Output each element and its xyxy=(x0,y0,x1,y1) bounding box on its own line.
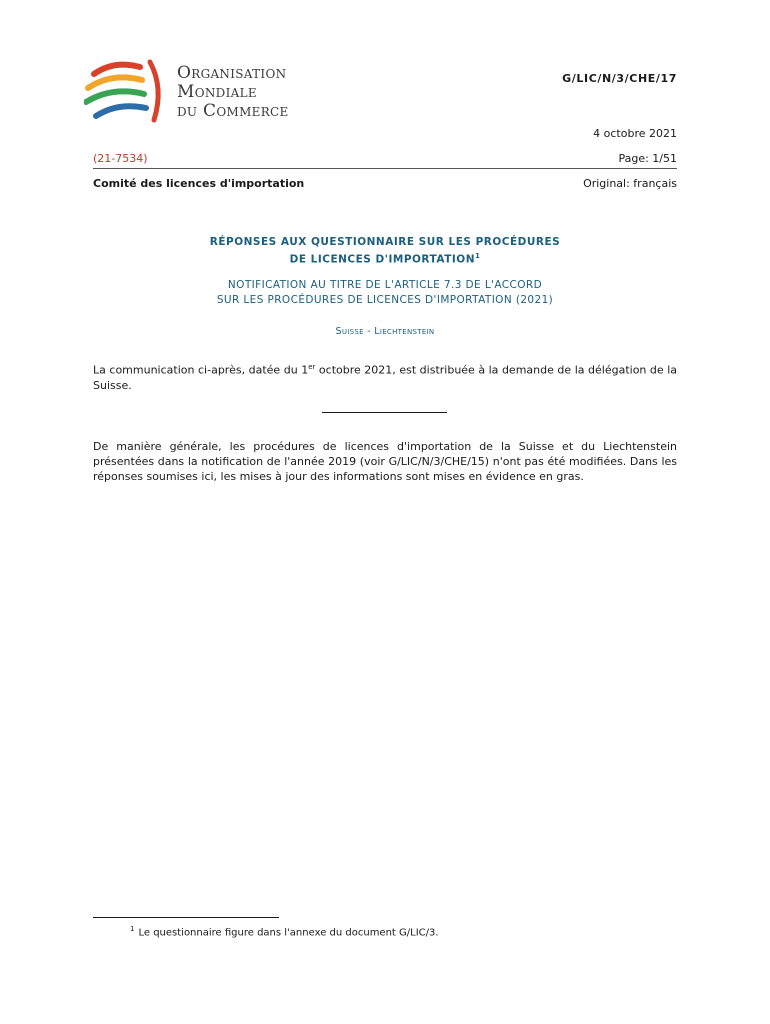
body-paragraph: De manière générale, les procédures de licences d'importation de la Suisse et du Liechtenstein présentées dans la notification de l'année 2019 (voir G/LIC/N/3/CHE/15) n'ont pas été modifiées. Dans les réponses soumises ici, les mises à jour des informations sont mises en évidence en gras. xyxy=(93,440,677,483)
original-language: Original: français xyxy=(583,177,677,190)
countries-heading: Suisse - Liechtenstein xyxy=(335,326,435,337)
ordinal-suffix: er xyxy=(308,363,316,371)
intro-text-after: octobre 2021, est distribuée à la demande de la délégation de la Suisse. xyxy=(93,363,677,392)
document-title xyxy=(93,235,677,267)
page-indicator: Page: 1/51 xyxy=(618,152,677,165)
footnote xyxy=(130,925,439,938)
org-line-2: Mondiale xyxy=(177,82,257,102)
subtitle-line-1: NOTIFICATION AU TITRE DE L'ARTICLE 7.3 DE L'ACCORD xyxy=(227,279,543,291)
org-line-3: du Commerce xyxy=(177,101,289,121)
document-date: 4 octobre 2021 xyxy=(593,127,677,140)
footnote-text: Le questionnaire figure dans l'annexe du document G/LIC/3. xyxy=(138,927,439,939)
section-separator xyxy=(322,412,447,413)
subtitle-line-2: SUR LES PROCÉDURES DE LICENCES D'IMPORTATION (2021) xyxy=(216,294,554,306)
footnote-number: 1 xyxy=(130,925,135,933)
header-divider xyxy=(93,168,677,169)
title-line-2 xyxy=(93,249,677,267)
document-subtitle xyxy=(93,278,677,308)
wto-logo-icon xyxy=(84,58,172,128)
title-line-1: RÉPONSES AUX QUESTIONNAIRE SUR LES PROCÉDURES xyxy=(209,236,561,248)
title-line-2-text: DE LICENCES D'IMPORTATION xyxy=(289,253,475,266)
footnote-ref[interactable]: 1 xyxy=(475,252,481,260)
document-reference: G/LIC/N/3/CHE/17 xyxy=(562,72,677,85)
intro-paragraph xyxy=(93,360,677,393)
footnote-divider xyxy=(93,917,279,918)
org-line-1: Organisation xyxy=(177,63,287,83)
intro-text-before: La communication ci-après, datée du 1 xyxy=(93,363,309,377)
committee-name: Comité des licences d'importation xyxy=(93,177,305,190)
organisation-name xyxy=(177,64,289,121)
document-number: (21-7534) xyxy=(93,152,148,165)
